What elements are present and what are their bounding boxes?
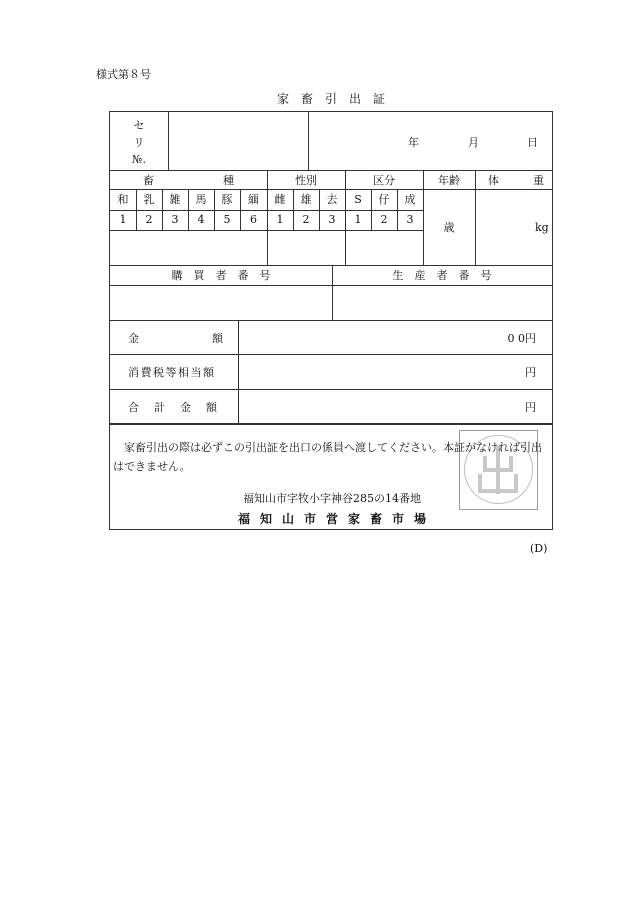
type-mixed: 雑 <box>169 193 181 206</box>
total-label: 合計金額 <box>128 401 232 414</box>
type-code-1: 1 <box>119 213 127 226</box>
type-code-3: 3 <box>171 213 179 226</box>
date-year-label: 年 <box>408 136 419 149</box>
sex-code-3: 3 <box>328 213 336 226</box>
species-label-left: 畜 <box>143 174 154 187</box>
type-horse: 馬 <box>195 193 207 206</box>
sex-code-2: 2 <box>302 213 310 226</box>
weight-label-right: 重 <box>533 174 544 187</box>
market-address: 福知山市字牧小字神谷285の14番地 <box>243 492 421 505</box>
date-month-label: 月 <box>468 136 479 149</box>
category-s: S <box>354 193 362 206</box>
age-unit: 歳 <box>443 221 455 234</box>
category-code-3: 3 <box>406 213 414 226</box>
producer-number-label: 生産者番号 <box>392 269 503 282</box>
seri-number-label: №. <box>132 153 146 166</box>
certificate-form <box>109 111 553 530</box>
sex-label: 性別 <box>295 174 317 187</box>
weight-unit: kg <box>535 221 549 234</box>
type-code-5: 5 <box>223 213 231 226</box>
total-unit: 円 <box>525 401 536 414</box>
buyer-number-label: 購買者番号 <box>171 269 282 282</box>
category-code-1: 1 <box>354 213 362 226</box>
amount-value: 0 0円 <box>507 332 536 345</box>
type-pig: 豚 <box>221 193 233 206</box>
category-calf: 仔 <box>378 193 390 206</box>
type-code-4: 4 <box>197 213 205 226</box>
seri-label-1: セ <box>133 119 145 132</box>
type-code-2: 2 <box>145 213 153 226</box>
weight-label-left: 体 <box>488 174 499 187</box>
type-sheep: 緬 <box>248 193 259 206</box>
sex-code-1: 1 <box>276 213 284 226</box>
species-label-right: 種 <box>223 174 234 187</box>
sex-male: 雄 <box>300 193 312 206</box>
age-label: 年齢 <box>438 174 460 187</box>
type-dairy: 乳 <box>143 193 155 206</box>
category-adult: 成 <box>404 193 416 206</box>
market-name: 福知山市営家畜市場 <box>237 512 436 526</box>
tax-unit: 円 <box>525 366 536 379</box>
type-code-6: 6 <box>250 213 257 226</box>
seri-label-2: リ <box>133 136 145 149</box>
notice-text: 家畜引出の際は必ずこの引出証を出口の係員へ渡してください。本証がなければ引出はできません。 <box>113 441 542 473</box>
category-label: 区分 <box>373 174 395 187</box>
document-code: (D) <box>530 542 548 555</box>
date-day-label: 日 <box>527 136 538 149</box>
category-code-2: 2 <box>380 213 388 226</box>
form-number: 様式第８号 <box>96 68 151 81</box>
amount-label-left: 金 <box>128 332 139 345</box>
document-title: 家畜引出証 <box>276 92 397 106</box>
sex-female: 雌 <box>274 193 286 206</box>
sex-castrated: 去 <box>326 193 338 206</box>
tax-label: 消費税等相当額 <box>128 366 216 379</box>
type-wagyu: 和 <box>117 193 129 206</box>
amount-label-right: 額 <box>212 332 223 345</box>
